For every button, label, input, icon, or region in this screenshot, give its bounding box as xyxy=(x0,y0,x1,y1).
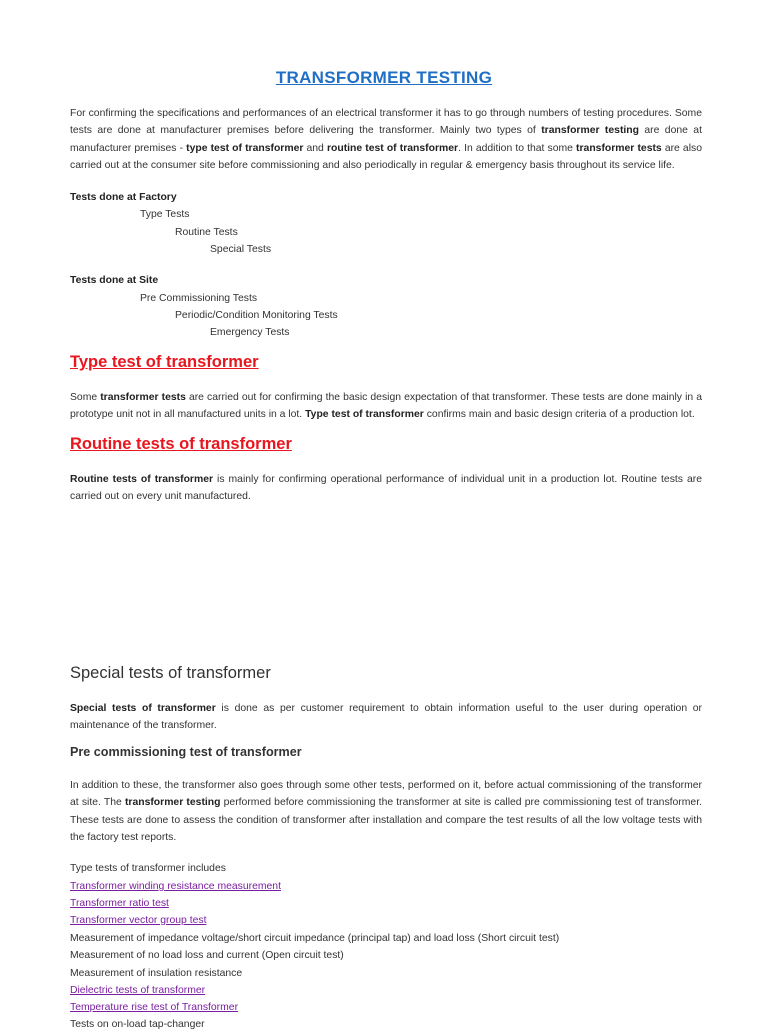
vector-group-test-link[interactable]: Transformer vector group test xyxy=(70,915,207,926)
intro-bold-3: routine test of transformer xyxy=(326,142,459,154)
pre-commissioning-text-2: performed before commissioning the transformer at site is called pre commissioning test of transformer. These tests are done to assess the condition of transformer after installation and compare the test results of all the low voltage tests with the factory test reports. xyxy=(70,797,702,844)
type-test-bold-2: Type test of transformer xyxy=(305,409,424,421)
intro-paragraph xyxy=(70,105,702,175)
intro-text-2: are done at manufacturer premises - xyxy=(70,125,702,154)
factory-test-item: Routine Tests xyxy=(175,227,238,238)
winding-resistance-link[interactable]: Transformer winding resistance measurement xyxy=(70,881,281,892)
dielectric-tests-link[interactable]: Dielectric tests of transformer xyxy=(70,985,206,996)
pre-commissioning-text-1: In addition to these, the transformer also goes through some other tests, performed on it, before actual commissioning of the transformer at site. The xyxy=(70,780,702,809)
routine-test-heading: Routine tests of transformer xyxy=(70,435,292,453)
special-test-bold-1: Special tests of transformer xyxy=(70,703,216,714)
site-test-item: Pre Commissioning Tests xyxy=(140,293,258,304)
intro-text-3: and xyxy=(303,142,327,154)
site-tests-heading: Tests done at Site xyxy=(70,275,159,286)
list-item: Measurement of insulation resistance xyxy=(70,968,243,979)
ratio-test-link[interactable]: Transformer ratio test xyxy=(70,898,169,909)
pre-commissioning-heading: Pre commissioning test of transformer xyxy=(70,745,302,759)
list-item: Tests on on-load tap-changer xyxy=(70,1019,205,1030)
routine-test-text-1: is mainly for confirming operational performance of individual unit in a production lot. Routine tests are carried out on every unit manufactured. xyxy=(70,474,702,503)
intro-text-5: are also carried out at the consumer site before commissioning and also periodically in regular & emergency basis throughout its service life. xyxy=(70,142,702,172)
special-test-heading: Special tests of transformer xyxy=(70,664,271,682)
special-test-text-1: is done as per customer requirement to obtain information useful to the user during operation or maintenance of the transformer. xyxy=(70,703,702,732)
factory-tests-heading: Tests done at Factory xyxy=(70,192,177,203)
type-test-heading: Type test of transformer xyxy=(70,353,259,371)
list-item: Measurement of impedance voltage/short circuit impedance (principal tap) and load loss (Short circuit test) xyxy=(70,933,560,944)
type-test-bold-1: transformer tests xyxy=(100,392,186,403)
site-test-item: Periodic/Condition Monitoring Tests xyxy=(175,310,338,321)
intro-bold-2: type test of transformer xyxy=(186,142,304,154)
temperature-rise-test-link[interactable]: Temperature rise test of Transformer xyxy=(70,1002,239,1013)
routine-test-paragraph xyxy=(70,471,702,506)
pre-commissioning-paragraph xyxy=(70,777,702,847)
list-item: Measurement of no load loss and current (Open circuit test) xyxy=(70,950,344,961)
factory-test-item: Type Tests xyxy=(140,209,190,220)
factory-test-item: Special Tests xyxy=(210,244,272,255)
type-test-text-3: confirms main and basic design criteria of a production lot. xyxy=(423,409,695,421)
pre-commissioning-bold-1: transformer testing xyxy=(124,797,221,809)
intro-text-1: For confirming the specifications and performances of an electrical transformer it has to go through numbers of testing procedures. Some tests are done at manufacturer premises before delivering the transformer. Mainly two types of xyxy=(70,108,702,137)
page-title: TRANSFORMER TESTING xyxy=(275,68,493,87)
intro-bold-4: transformer tests xyxy=(576,142,662,154)
type-test-paragraph xyxy=(70,389,702,424)
special-test-paragraph xyxy=(70,700,702,735)
site-test-item: Emergency Tests xyxy=(210,327,290,338)
type-tests-list-intro: Type tests of transformer includes xyxy=(70,863,226,874)
type-test-text-1: Some xyxy=(70,392,101,403)
type-test-text-2: are carried out for confirming the basic design expectation of that transformer. These tests are done mainly in a prototype unit not in all manufactured units in a lot. xyxy=(70,392,703,421)
routine-test-bold-1: Routine tests of transformer xyxy=(70,474,214,485)
intro-bold-1: transformer testing xyxy=(541,125,639,137)
intro-text-4: . In addition to that some xyxy=(458,142,577,154)
